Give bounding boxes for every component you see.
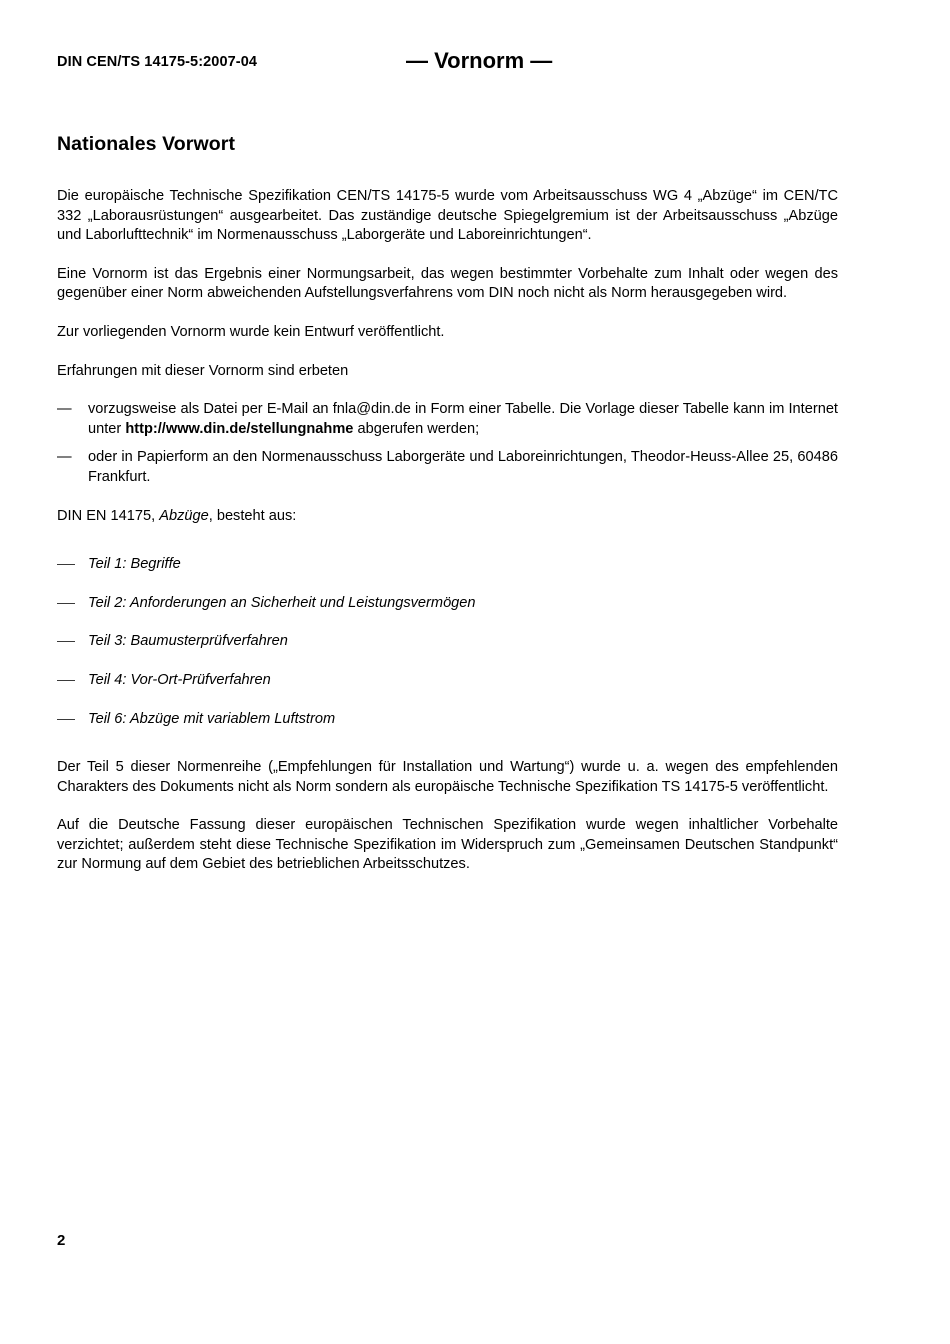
page-title: Nationales Vorwort <box>57 133 236 155</box>
spacer <box>57 545 838 555</box>
feedback-item-text-tail: abgerufen werden; <box>353 420 480 437</box>
en-dash-rule-icon <box>57 603 75 604</box>
en-dash-rule-icon <box>57 680 75 681</box>
series-intro-lead: DIN EN 14175, <box>57 507 160 524</box>
page-number: 2 <box>57 1232 66 1249</box>
list-item <box>57 671 838 691</box>
spacer <box>57 748 838 758</box>
paragraph-no-draft-published: Zur vorliegenden Vornorm wurde kein Entwurf veröffentlicht. <box>57 323 445 340</box>
list-item <box>57 710 838 730</box>
em-dash-icon: — <box>57 449 72 466</box>
vornorm-marker: — Vornorm — <box>406 48 553 73</box>
en-dash-rule-icon <box>57 564 75 565</box>
list-item <box>57 632 838 652</box>
part-label: Teil 2: Anforderungen an Sicherheit und Leistungsvermögen <box>88 594 476 611</box>
en-dash-rule-icon <box>57 641 75 642</box>
part-label: Teil 6: Abzüge mit variablem Luftstrom <box>88 710 336 727</box>
standard-parts-list <box>57 555 838 729</box>
feedback-item-text-lead: oder in Papierform an den Normenausschuss Laborgeräte und Laboreinrichtungen, Theodor-Heuss-Allee 25, 60486 Frankfurt. <box>88 449 838 485</box>
paragraph-feedback-invitation: Erfahrungen mit dieser Vornorm sind erbeten <box>57 362 349 379</box>
list-item <box>57 594 838 614</box>
feedback-item-text-lead: vorzugsweise als Datei per E-Mail an fnla@din.de in Form einer Tabelle. Die Vorlage dieser Tabelle kann im Internet unter <box>88 401 838 437</box>
paragraph-vornorm-definition: Eine Vornorm ist das Ergebnis einer Normungsarbeit, das wegen bestimmter Vorbehalte zum Inhalt oder wegen des gegenüber einer Norm abweichenden Aufstellungsverfahrens vom DIN noch nicht als Norm herausgegeben wird. <box>57 265 838 302</box>
part-label: Teil 3: Baumusterprüfverfahren <box>88 633 288 650</box>
paragraph-scope-origin: Die europäische Technische Spezifikation CEN/TS 14175-5 wurde vom Arbeitsausschuss WG 4 „Abzüge“ im CEN/TC 332 „Laborausrüstungen“ ausgearbeitet. Das zuständige deutsche Spiegelgremium ist der Arbeitsausschuss „Abzüge und Laborlufttechnik“ im Normenausschuss „Laborgeräte und Laboreinrichtungen“. <box>57 188 838 244</box>
feedback-channel-list <box>57 400 838 487</box>
list-item <box>57 555 838 575</box>
document-number: DIN CEN/TS 14175-5:2007-04 <box>57 54 258 70</box>
part-label: Teil 4: Vor-Ort-Prüfverfahren <box>88 671 271 688</box>
paragraph-german-version-note: Auf die Deutsche Fassung dieser europäischen Technischen Spezifikation wurde wegen inhaltlicher Vorbehalte verzichtet; außerdem steht diese Technische Spezifikation im Widerspruch zum „Gemeinsamen Deutschen Standpunkt“ zur Normung auf dem Gebiet des betrieblichen Arbeitsschutzes. <box>57 817 838 873</box>
stellungnahme-url[interactable]: http://www.din.de/stellungnahme <box>125 420 354 437</box>
running-head <box>57 48 838 78</box>
en-dash-rule-icon <box>57 719 75 720</box>
series-intro-italic-title: Abzüge <box>159 507 209 524</box>
part-label: Teil 1: Begriffe <box>88 556 181 573</box>
series-intro-tail: , besteht aus: <box>208 507 297 524</box>
list-item <box>57 448 838 487</box>
em-dash-icon: — <box>57 401 72 418</box>
document-body <box>57 132 838 875</box>
paragraph-part5-explanation: Der Teil 5 dieser Normenreihe („Empfehlungen für Installation und Wartung“) wurde u. a. wegen des empfehlenden Charakters des Dokuments nicht als Norm sondern als europäische Technische Spezifikation TS 14175-5 veröffentlicht. <box>57 759 838 795</box>
list-item <box>57 400 838 439</box>
paragraph-series-intro <box>57 507 838 527</box>
